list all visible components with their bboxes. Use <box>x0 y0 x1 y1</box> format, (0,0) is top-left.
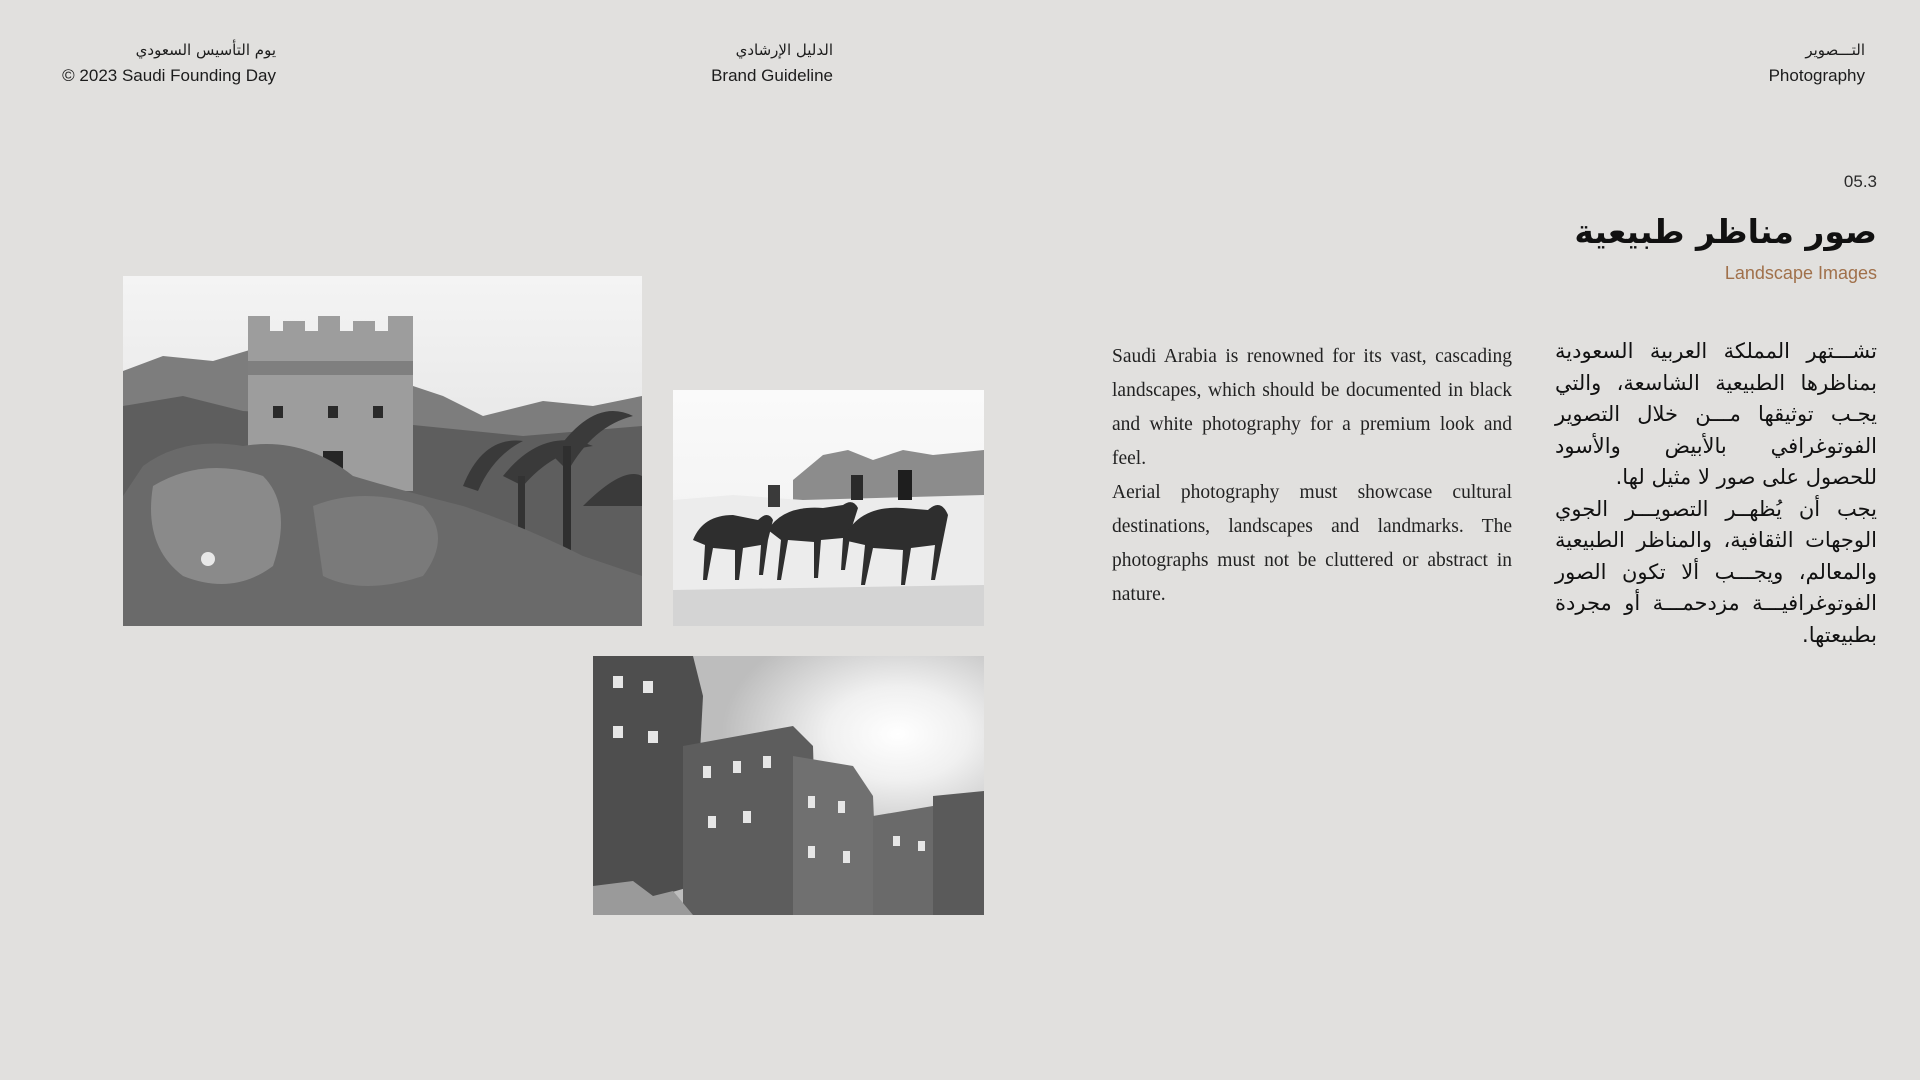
header-founding-day <box>54 38 276 88</box>
header-founding-day-english: © 2023 Saudi Founding Day <box>62 66 276 85</box>
header-brand-guideline <box>640 38 833 88</box>
body-text-arabic <box>1555 336 1877 651</box>
header-brand-guideline-arabic: الدليل الإرشادي <box>735 41 833 59</box>
section-number: 05.3 <box>1843 172 1877 191</box>
body-paragraph-arabic: يجب أن يُظهــر التصويـــر الجوي الوجهات الثقافية، والمناظر الطبيعية والمعالم، ويجـــب ألا تكون الصور الفوتوغرافيـــة مزدحمـــة أو مجردة بطبيعتها. <box>1555 496 1877 647</box>
page-title-english: Landscape Images <box>1724 263 1877 283</box>
photo-stone-village <box>593 656 984 915</box>
photo-mud-tower-palms <box>123 276 642 626</box>
header-founding-day-arabic: يوم التأسيس السعودي <box>135 41 276 59</box>
header-photography-english: Photography <box>1768 66 1865 85</box>
photo-camel-riders-desert <box>673 390 984 626</box>
body-paragraph-arabic: تشـــتهر المملكة العربية السعودية بمناظرها الطبيعية الشاسعة، والتي يجـب توثيقها مـــن خلال التصوير الفوتوغرافي بالأبيض والأسود للحصول على صور لا مثيل لها. <box>1555 339 1877 489</box>
header-brand-guideline-english: Brand Guideline <box>711 66 833 85</box>
page-title-arabic: صور مناظر طبيعية <box>1574 212 1877 251</box>
body-text-english <box>1112 340 1512 612</box>
body-paragraph-english: Aerial photography must showcase cultural destinations, landscapes and landmarks. The photographs must not be cluttered or abstract in nature. <box>1112 482 1512 605</box>
header-photography <box>1605 38 1865 88</box>
body-paragraph-english: Saudi Arabia is renowned for its vast, cascading landscapes, which should be documented in black and white photography for a premium look and feel. <box>1112 346 1512 469</box>
header-photography-arabic: التـــصوير <box>1805 41 1865 59</box>
